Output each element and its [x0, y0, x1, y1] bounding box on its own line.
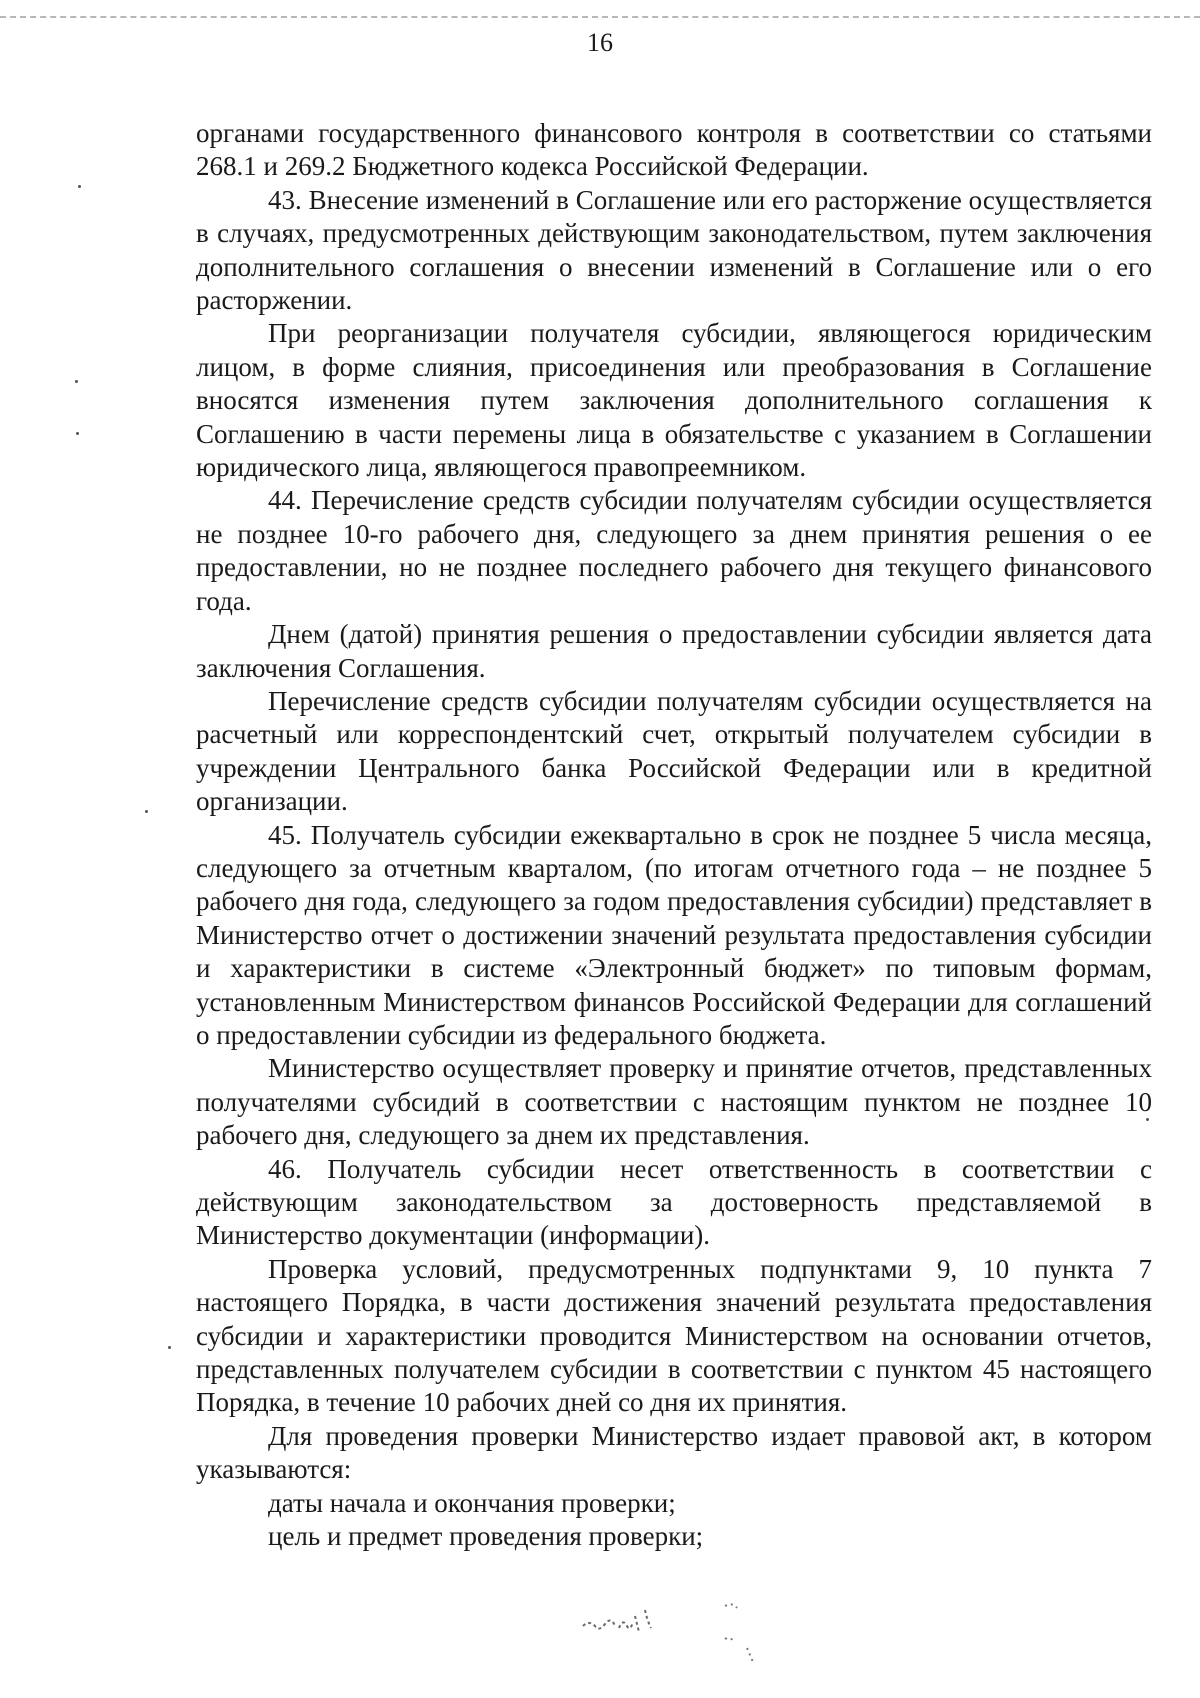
paragraph-transfer-account: Перечисление средств субсидии получателям субсидии осуществляется на расчетный или корреспондентский счет, открытый получателем субсидии в учреждении Центрального банка Российской Федерации или в кредитной организации.: [196, 685, 1152, 817]
list-item-inspection-dates: даты начала и окончания проверки;: [268, 1487, 676, 1518]
paragraph-conditions-check: Проверка условий, предусмотренных подпунктами 9, 10 пункта 7 настоящего Порядка, в части достижения значений результата предоставления субсидии и характеристики проводится Министерством на основании отчетов, представленных получателем субсидии в соответствии с пунктом 45 настоящего Порядка, в течение 10 рабочих дней со дня их принятия.: [196, 1253, 1152, 1418]
page-number: 16: [587, 28, 613, 57]
scan-speck: [76, 432, 79, 435]
scan-speck: [75, 380, 78, 383]
scan-speck: [145, 810, 148, 813]
handwritten-signature-mark: [575, 1598, 805, 1668]
scan-top-edge: [0, 16, 1200, 20]
paragraph-reorganization: При реорганизации получателя субсидии, являющегося юридическим лицом, в форме слияния, присоединения или преобразования в Соглашение вносятся изменения путем заключения дополнительного соглашения к Соглашению в части перемены лица в обязательстве с указанием в Соглашении юридического лица, являющегося правопреемником.: [196, 318, 1152, 483]
scan-speck: [78, 185, 81, 188]
paragraph-44: 44. Перечисление средств субсидии получателям субсидии осуществляется не позднее 10-го рабочего дня, следующего за днем принятия решения о ее предоставлении, но не позднее последнего рабочего дня текущего финансового года.: [196, 485, 1152, 616]
document-body: [196, 117, 1152, 1553]
scan-speck: [1146, 1118, 1149, 1121]
paragraph-46: 46. Получатель субсидии несет ответственность в соответствии с действующим законодательством за достоверность представляемой в Министерство документации (информации).: [196, 1153, 1152, 1251]
paragraph-ministry-review: Министерство осуществляет проверку и принятие отчетов, представленных получателями субсидий в соответствии с настоящим пунктом не позднее 10 рабочего дня, следующего за днем их представления.: [196, 1053, 1152, 1151]
scan-speck: [168, 1346, 171, 1349]
paragraph-continuation: органами государственного финансового контроля в соответствии со статьями 268.1 и 269.2 Бюджетного кодекса Российской Федерации.: [196, 118, 1152, 182]
list-item-inspection-purpose: цель и предмет проведения проверки;: [268, 1521, 704, 1552]
paragraph-43: 43. Внесение изменений в Соглашение или его расторжение осуществляется в случаях, предусмотренных действующим законодательством, путем заключения дополнительного соглашения о внесении изменений в Соглашение или о его расторжении.: [196, 184, 1152, 316]
paragraph-legal-act: Для проведения проверки Министерство издает правовой акт, в котором указываются:: [196, 1420, 1152, 1485]
paragraph-45: 45. Получатель субсидии ежеквартально в срок не позднее 5 числа месяца, следующего за отчетным кварталом, (по итогам отчетного года – не позднее 5 рабочего дня года, следующего за годом предоставления субсидии) представляет в Министерство отчет о достижении значений результата предоставления субсидии и характеристики в системе «Электронный бюджет» по типовым формам, установленным Министерством финансов Российской Федерации для соглашений о предоставлении субсидии из федерального бюджета.: [196, 819, 1152, 1050]
paragraph-decision-date: Днем (датой) принятия решения о предоставлении субсидии является дата заключения Соглашения.: [196, 619, 1152, 683]
